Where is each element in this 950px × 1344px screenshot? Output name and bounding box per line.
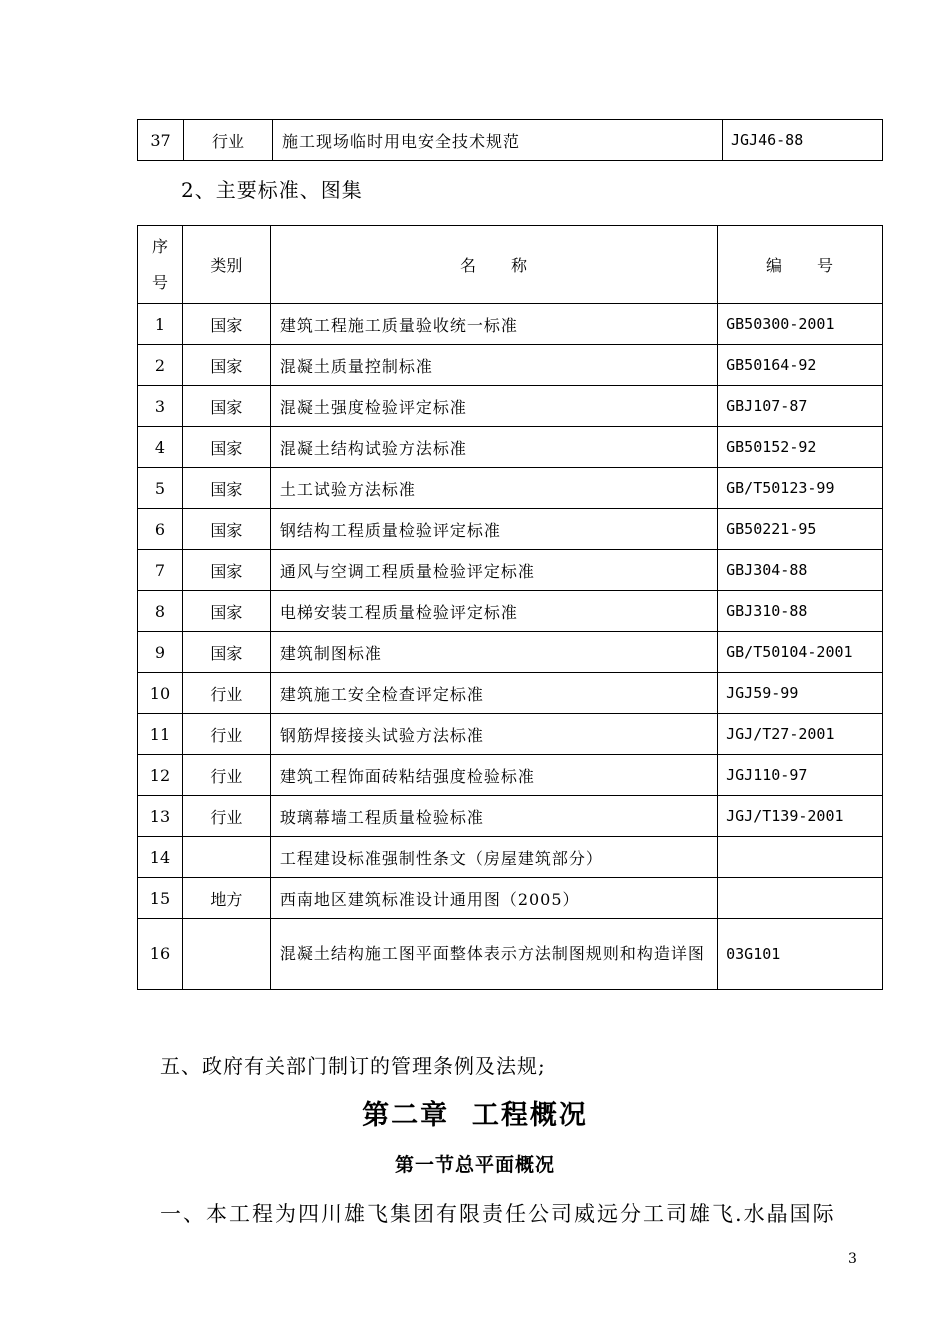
row-category: 国家 xyxy=(182,550,270,591)
row-category: 国家 xyxy=(182,304,270,345)
row-name: 通风与空调工程质量检验评定标准 xyxy=(270,550,717,591)
table-row xyxy=(138,120,883,161)
header-num xyxy=(138,226,183,304)
row-name: 建筑工程饰面砖粘结强度检验标准 xyxy=(270,755,717,796)
table-row xyxy=(138,591,883,632)
row-code: GB50221-95 xyxy=(718,509,883,550)
table-row xyxy=(138,632,883,673)
row-code: JGJ46-88 xyxy=(723,120,883,161)
table-row xyxy=(138,796,883,837)
row-number: 6 xyxy=(138,509,183,550)
row-number: 5 xyxy=(138,468,183,509)
standards-heading: 2、主要标准、图集 xyxy=(181,178,363,202)
table-row xyxy=(138,427,883,468)
row-code: GB/T50104-2001 xyxy=(718,632,883,673)
row-code: JGJ110-97 xyxy=(718,755,883,796)
table-row xyxy=(138,345,883,386)
row-number: 15 xyxy=(138,878,183,919)
row-name: 工程建设标准强制性条文（房屋建筑部分） xyxy=(270,837,717,878)
row-category: 国家 xyxy=(182,345,270,386)
row-name: 施工现场临时用电安全技术规范 xyxy=(273,120,723,161)
row-category: 国家 xyxy=(182,386,270,427)
row-category xyxy=(182,837,270,878)
row-code: GBJ310-88 xyxy=(718,591,883,632)
row-number: 2 xyxy=(138,345,183,386)
row-code: JGJ/T139-2001 xyxy=(718,796,883,837)
row-category: 地方 xyxy=(182,878,270,919)
row-name: 钢结构工程质量检验评定标准 xyxy=(270,509,717,550)
row-name: 西南地区建筑标准设计通用图（2005） xyxy=(270,878,717,919)
table-row xyxy=(138,919,883,990)
row-number: 3 xyxy=(138,386,183,427)
table-row xyxy=(138,550,883,591)
row-number: 9 xyxy=(138,632,183,673)
row-category: 行业 xyxy=(182,796,270,837)
row-name: 建筑工程施工质量验收统一标准 xyxy=(270,304,717,345)
row-name: 混凝土强度检验评定标准 xyxy=(270,386,717,427)
row-number: 13 xyxy=(138,796,183,837)
header-category: 类别 xyxy=(182,226,270,304)
row-number: 8 xyxy=(138,591,183,632)
row-number: 37 xyxy=(138,120,184,161)
row-code: GB/T50123-99 xyxy=(718,468,883,509)
table-row xyxy=(138,714,883,755)
table-row xyxy=(138,509,883,550)
table-row xyxy=(138,304,883,345)
header-code: 编 号 xyxy=(718,226,883,304)
table-header-row xyxy=(138,226,883,304)
row-number: 4 xyxy=(138,427,183,468)
row-name: 混凝土结构试验方法标准 xyxy=(270,427,717,468)
row-name: 混凝土结构施工图平面整体表示方法制图规则和构造详图 xyxy=(270,919,717,990)
row-code xyxy=(718,878,883,919)
row-code: GB50152-92 xyxy=(718,427,883,468)
row-number: 7 xyxy=(138,550,183,591)
row-name: 土工试验方法标准 xyxy=(270,468,717,509)
row-number: 16 xyxy=(138,919,183,990)
table-row xyxy=(138,755,883,796)
header-num-label: 序 号 xyxy=(151,236,168,292)
row-category: 国家 xyxy=(182,509,270,550)
table-row xyxy=(138,386,883,427)
header-name: 名 称 xyxy=(270,226,717,304)
row-code: GBJ107-87 xyxy=(718,386,883,427)
row-name: 钢筋焊接接头试验方法标准 xyxy=(270,714,717,755)
row-name: 建筑施工安全检查评定标准 xyxy=(270,673,717,714)
row-name: 混凝土质量控制标准 xyxy=(270,345,717,386)
standards-table xyxy=(137,225,883,990)
row-code: GB50164-92 xyxy=(718,345,883,386)
row-category: 行业 xyxy=(182,755,270,796)
table-row xyxy=(138,673,883,714)
row-code: JGJ/T27-2001 xyxy=(718,714,883,755)
row-name: 玻璃幕墙工程质量检验标准 xyxy=(270,796,717,837)
row-category: 行业 xyxy=(182,714,270,755)
row-category: 国家 xyxy=(182,591,270,632)
row-category xyxy=(182,919,270,990)
row-code: JGJ59-99 xyxy=(718,673,883,714)
row-number: 1 xyxy=(138,304,183,345)
row-number: 11 xyxy=(138,714,183,755)
row-category: 国家 xyxy=(182,427,270,468)
row-number: 12 xyxy=(138,755,183,796)
row-category: 行业 xyxy=(184,120,273,161)
row-number: 10 xyxy=(138,673,183,714)
section-title: 第一节总平面概况 xyxy=(394,1154,555,1176)
intro-paragraph: 一、本工程为四川雄飞集团有限责任公司威远分工司雄飞.水晶国际 xyxy=(160,1202,836,1226)
row-name: 电梯安装工程质量检验评定标准 xyxy=(270,591,717,632)
regulations-heading: 五、政府有关部门制订的管理条例及法规; xyxy=(160,1054,546,1078)
table-row xyxy=(138,837,883,878)
row-code: GB50300-2001 xyxy=(718,304,883,345)
row-code: GBJ304-88 xyxy=(718,550,883,591)
row-number: 14 xyxy=(138,837,183,878)
row-name: 建筑制图标准 xyxy=(270,632,717,673)
row-category: 行业 xyxy=(182,673,270,714)
row-code: 03G101 xyxy=(718,919,883,990)
row-category: 国家 xyxy=(182,632,270,673)
standards-table-continued xyxy=(137,119,883,161)
page-number: 3 xyxy=(848,1251,857,1267)
table-row xyxy=(138,468,883,509)
chapter-title: 第二章 工程概况 xyxy=(362,1100,588,1131)
row-code xyxy=(718,837,883,878)
table-row xyxy=(138,878,883,919)
row-category: 国家 xyxy=(182,468,270,509)
